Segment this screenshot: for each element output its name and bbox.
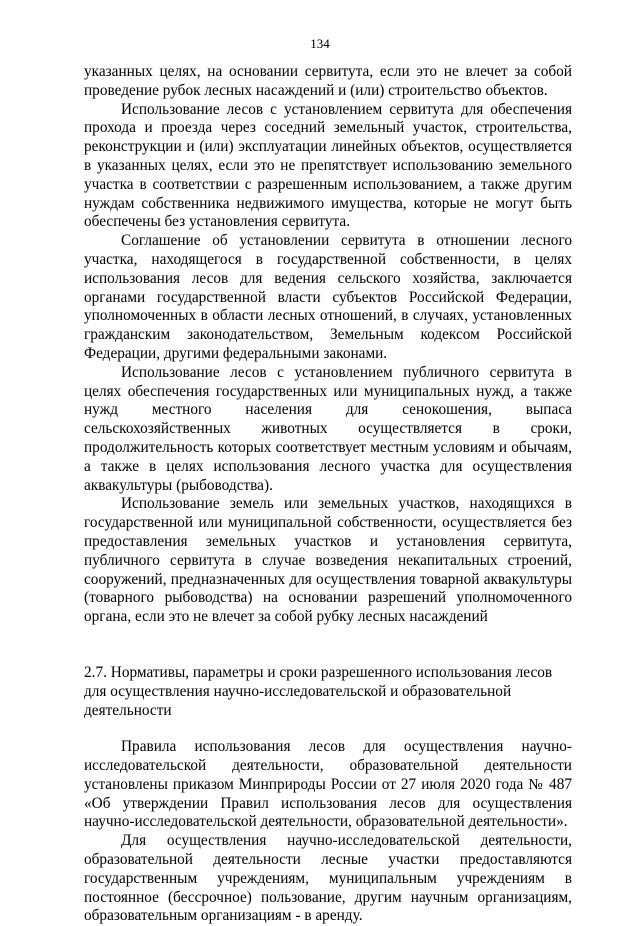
paragraph-continuation: указанных целях, на основании сервитута, если это не влечет за собой проведение рубок лесных насаждений и (или) строительство объектов. xyxy=(84,63,572,99)
heading-spacer xyxy=(84,720,572,738)
paragraph-research-rules: Правила использования лесов для осуществления научно-исследовательской деятельности, образовательной деятельности установлены приказом Минприроды России от 27 июля 2020 года № 487 «Об утверждении Правил использования лесов для осуществления научно-исследовательской деятельности, образовательной деятельности». xyxy=(84,738,572,831)
paragraph-public-easement: Использование лесов с установлением публичного сервитута в целях обеспечения государственных или муниципальных нужд, а также нужд местного населения для сенокошения, выпаса сельскохозяйственных животных осуществляется в сроки, продолжительность которых соответствует местным условиям и обычаям, а также в целях использования лесного участка для осуществления аквакультуры (рыбоводства). xyxy=(84,363,572,494)
paragraph-easement-passage: Использование лесов с установлением сервитута для обеспечения прохода и проезда через соседний земельный участок, строительства, реконструкции и (или) эксплуатации линейных объектов, осуществляется в указанных целях, если это не препятствует использованию земельного участка в соответствии с разрешенным использованием, а также другим нуждам собственника недвижимого имущества, которые не могут быть обеспечены без установления сервитута. xyxy=(84,100,572,231)
paragraph-research-provision: Для осуществления научно-исследовательской деятельности, образовательной деятельности лесные участки предоставляются государственным учреждениям, муниципальным учреждениям в постоянное (бессрочное) пользование, другим научным организациям, образовательным организациям - в аренду. xyxy=(84,832,572,925)
page-number: 134 xyxy=(310,36,330,51)
document-body xyxy=(84,63,572,926)
section-spacer xyxy=(84,627,572,664)
section-heading: 2.7. Нормативы, параметры и сроки разрешенного использования лесов для осуществления научно-исследовательской и образовательной деятельности xyxy=(84,663,553,719)
paragraph-easement-agreement: Соглашение об установлении сервитута в отношении лесного участка, находящегося в государственной собственности, в целях использования лесов для ведения сельского хозяйства, заключается органами государственной власти субъектов Российской Федерации, уполномоченных в области лесных отношений, в случаях, установленных гражданским законодательством, Земельным кодексом Российской Федерации, другими федеральными законами. xyxy=(84,232,572,362)
paragraph-land-use-aquaculture: Использование земель или земельных участков, находящихся в государственной или муниципальной собственности, осуществляется без предоставления земельных участков и установления сервитута, публичного сервитута в случае возведения некапитальных строений, сооружений, предназначенных для осуществления товарной аквакультуры (товарного рыбоводства) на основании разрешений уполномоченного органа, если это не влечет за собой рубку лесных насаждений xyxy=(84,495,572,626)
